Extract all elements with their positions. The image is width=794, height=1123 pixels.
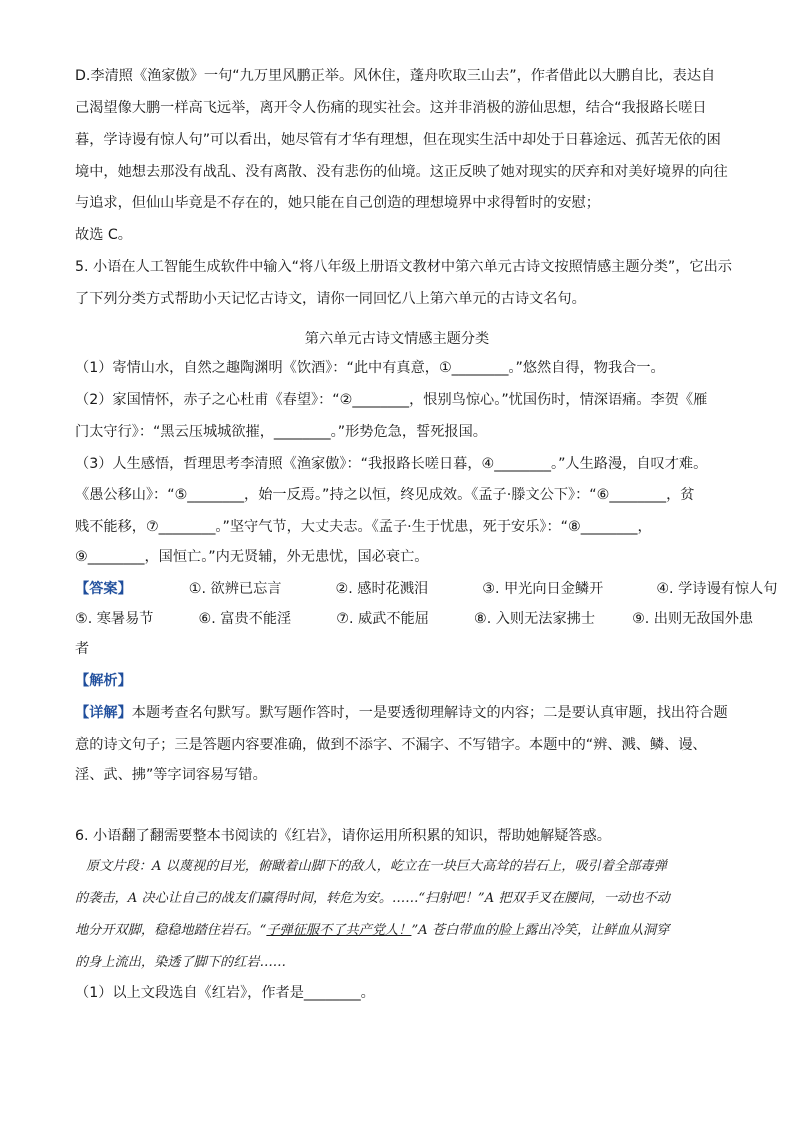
detail-line [75, 703, 728, 723]
q6-excerpt-line: 原文片段：A 以蔑视的目光，俯瞰着山脚下的敌人，屹立在一块巨大高耸的岩石上，吸引着全部毒弹 [86, 859, 667, 874]
q5-item: （3）人生感悟，哲理思考李清照《渔家傲》：“我报路长嗟日暮，④________。”人生路漫，自叹才难。 [75, 456, 708, 472]
q5-table-title: 第六单元古诗文情感主题分类 [304, 331, 490, 347]
detail-text: 本题考查名句默写。默写题作答时，一是要透彻理解诗文的内容；二是要认真审题，找出符合题 [131, 705, 728, 721]
answer-label: 【答案】 [75, 581, 132, 597]
excerpt-underlined-quote: 子弹征服不了共产党人！ [266, 923, 412, 938]
excerpt-text: 地分开双脚，稳稳地踏住岩石。“ [75, 923, 267, 938]
q5-item: ⑨________，国恒亡。”内无贤辅，外无患忧，国必衰亡。 [75, 549, 429, 565]
q5-item: （2）家国情怀，赤子之心杜甫《春望》：“②________，恨别鸟惊心。”忧国伤时，情深语痛。李贺《雁 [75, 392, 708, 408]
q6-excerpt-line: 的袭击，A 决心让自己的战友们赢得时间，转危为安。……“扫射吧！”A 把双手叉在腰间，一动也不动 [75, 891, 670, 906]
q5-stem: 了下列分类方式帮助小天记忆古诗文，请你一同回忆八上第六单元的古诗文名句。 [75, 291, 586, 307]
answer-item: ⑧. 入则无法家拂士 [473, 611, 596, 627]
answer-item: ④. 学诗谩有惊人句 [656, 581, 778, 597]
answer-item: ⑦. 威武不能屈 [336, 611, 429, 627]
q5-item: 贱不能移，⑦________。”坚守气节，大丈夫志。《孟子·生于忧患，死于安乐》：“⑧________， [75, 519, 652, 535]
q6-excerpt-line [75, 921, 669, 941]
prev-conclusion: 故选 C。 [75, 227, 132, 243]
detail-label: 【详解】 [75, 705, 132, 721]
prev-line: D.李清照《渔家傲》一句“九万里风鹏正举。风休住，蓬舟吹取三山去”，作者借此以大鹏自比，表达自 [75, 68, 716, 84]
q6-subquestion: （1）以上文段选自《红岩》，作者是________。 [75, 985, 375, 1001]
q5-item: 《愚公移山》：“⑤________，始一反焉。”持之以恒，终见成效。《孟子·滕文公下》：“⑥________，贫 [75, 487, 695, 503]
q5-item: 门太守行》：“黑云压城城欲摧，________。”形势危急，誓死报国。 [75, 424, 487, 440]
detail-line: 淫、武、拂”等字词容易写错。 [75, 767, 267, 783]
q6-excerpt-line: 的身上流出，染透了脚下的红岩…… [75, 955, 286, 970]
answer-item: ③. 甲光向日金鳞开 [482, 581, 604, 597]
excerpt-text: ”A 苍白带血的脸上露出冷笑，让鲜血从洞穿 [411, 923, 670, 938]
answer-item: ⑥. 富贵不能淫 [198, 611, 292, 627]
prev-line: 暮，学诗谩有惊人句”可以看出，她尽管有才华有理想，但在现实生活中却处于日暮途远、孤苦无依的困 [75, 132, 721, 148]
prev-line: 与追求，但仙山毕竟是不存在的，她只能在自己创造的理想境界中求得暂时的安慰； [75, 195, 600, 211]
analysis-label: 【解析】 [75, 673, 132, 689]
answer-item: ⑤. 寒暑易节 [75, 611, 154, 627]
answer-wrap: 者 [75, 641, 90, 657]
answer-item: ①. 欲辨已忘言 [188, 581, 282, 597]
q5-stem: 5. 小语在人工智能生成软件中输入“将八年级上册语文教材中第六单元古诗文按照情感主题分类”，它出示 [75, 259, 732, 275]
answer-item: ⑨. 出则无敌国外患 [632, 611, 754, 627]
detail-line: 意的诗文句子；三是答题内容要准确，做到不添字、不漏字、不写错字。本题中的“辨、溅、鳞、谩、 [75, 737, 707, 753]
prev-line: 己渴望像大鹏一样高飞远举，离开令人伤痛的现实社会。这并非消极的游仙思想，结合“我报路长嗟日 [75, 100, 707, 116]
prev-line: 境中，她想去那没有战乱、没有离散、没有悲伤的仙境。这正反映了她对现实的厌弃和对美好境界的向往 [75, 164, 728, 180]
answer-item: ②. 感时花溅泪 [335, 581, 429, 597]
answer-row [75, 579, 777, 599]
answer-row [75, 609, 753, 629]
q5-item: （1）寄情山水，自然之趣陶渊明《饮酒》：“此中有真意，①________。”悠然自得，物我合一。 [75, 360, 665, 376]
q6-stem: 6. 小语翻了翻需要整本书阅读的《红岩》，请你运用所积累的知识，帮助她解疑答惑。 [75, 828, 611, 844]
